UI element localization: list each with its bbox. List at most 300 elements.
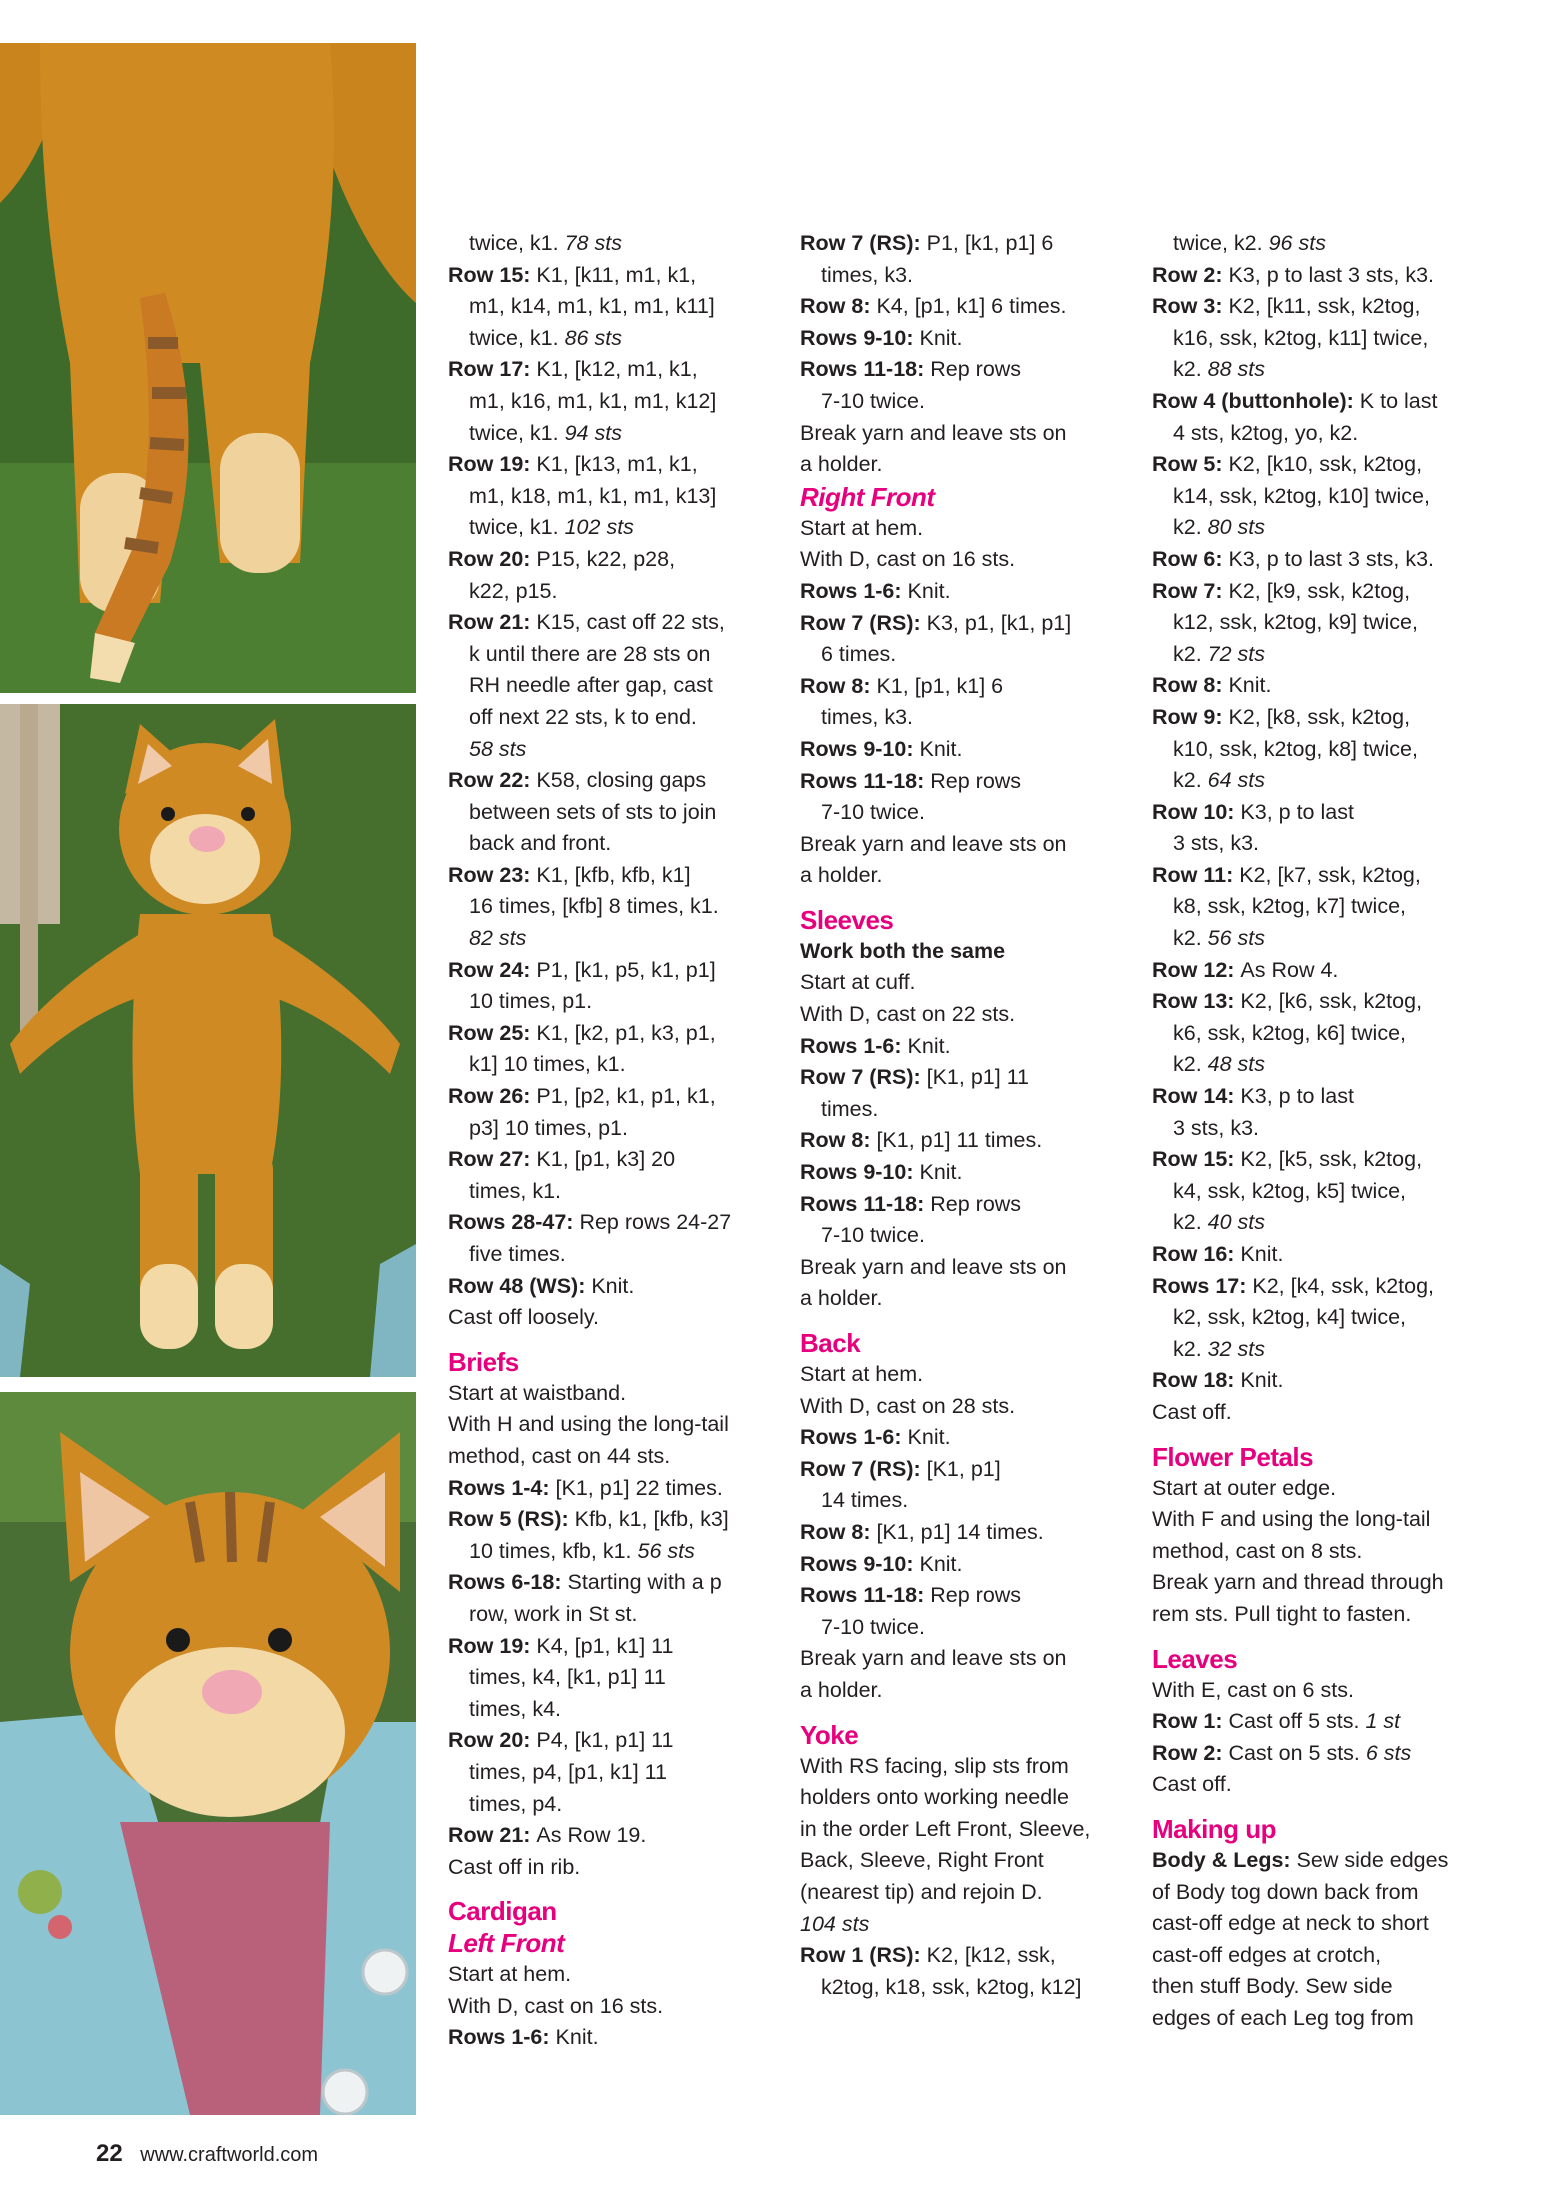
instruction-text: K1, [k12, m1, k1,	[536, 357, 698, 382]
instruction-text: Sew side edges	[1296, 1847, 1449, 1872]
instruction-text: K3, p to last	[1240, 1084, 1354, 1109]
row-label: Row 20:	[448, 1728, 537, 1753]
instruction-text: P1, [k1, p5, k1, p1]	[536, 957, 716, 982]
instruction-line	[448, 891, 778, 923]
instruction-line	[448, 1473, 778, 1505]
instruction-text: K3, p1, [k1, p1]	[926, 610, 1072, 635]
instruction-text: As Row 4.	[1240, 957, 1339, 982]
instruction-text: K2, [k6, ssk, k2tog,	[1240, 989, 1423, 1014]
instruction-text: [K1, p1] 22 times.	[555, 1475, 723, 1500]
row-label: Row 23:	[448, 862, 537, 887]
instruction-text: K2, [k11, ssk, k2tog,	[1228, 294, 1421, 319]
instruction-line	[800, 1643, 1130, 1675]
instruction-line	[1152, 891, 1482, 923]
stitch-count: 58 sts	[469, 736, 527, 761]
instruction-text: With D, cast on 28 sts.	[800, 1393, 1016, 1418]
instruction-line	[1152, 1473, 1482, 1505]
row-label: Row 27:	[448, 1147, 537, 1172]
instruction-text: twice, k2.	[1173, 231, 1269, 255]
instruction-line	[800, 386, 1130, 418]
instruction-line	[448, 1789, 778, 1821]
row-label: Row 8:	[800, 1519, 877, 1544]
row-label: Row 7 (RS):	[800, 1456, 927, 1481]
instruction-line	[448, 1694, 778, 1726]
row-label: Row 7 (RS):	[800, 1065, 927, 1090]
instruction-line	[448, 2022, 778, 2054]
instruction-text: K2, [k8, ssk, k2tog,	[1228, 704, 1411, 729]
instruction-text: Knit.	[919, 325, 963, 350]
photo-divider	[0, 693, 420, 703]
instruction-text: K1, [k2, p1, k3, p1,	[536, 1020, 716, 1045]
instruction-text: RH needle after gap, cast	[469, 673, 713, 698]
row-label: Row 12:	[1152, 957, 1241, 982]
instruction-line	[1152, 923, 1482, 955]
instruction-line	[1152, 449, 1482, 481]
instruction-line	[800, 1422, 1130, 1454]
row-label: Row 1:	[1152, 1709, 1229, 1734]
row-label: Row 4 (buttonhole):	[1152, 388, 1360, 413]
instruction-text: K1, [k13, m1, k1,	[536, 452, 698, 477]
instruction-text: K1, [p1, k3] 20	[536, 1147, 676, 1172]
instruction-text: twice, k1.	[469, 515, 565, 540]
row-label: Row 22:	[448, 768, 537, 793]
instruction-text: K to last	[1359, 388, 1438, 413]
instruction-line	[1152, 1769, 1482, 1801]
instruction-text: 7-10 twice.	[821, 800, 925, 825]
instruction-line	[800, 1940, 1130, 1972]
instruction-line	[800, 1283, 1130, 1315]
row-label: Row 2:	[1152, 262, 1229, 287]
instruction-line	[448, 607, 778, 639]
instruction-text: With F and using the long-tail	[1152, 1507, 1431, 1532]
row-label: Row 19:	[448, 452, 537, 477]
instruction-text: 7-10 twice.	[821, 1223, 925, 1248]
row-label: Row 11:	[1152, 862, 1240, 887]
instruction-line	[800, 1485, 1130, 1517]
instruction-text: Start at hem.	[800, 515, 924, 540]
instruction-line	[1152, 797, 1482, 829]
instruction-line	[800, 1909, 1130, 1941]
section-heading-flower-petals: Flower Petals	[1152, 1441, 1314, 1472]
instruction-text: Knit.	[907, 578, 951, 603]
instruction-text: Cast on 5 sts.	[1228, 1740, 1366, 1765]
instruction-line	[1152, 986, 1482, 1018]
instruction-line	[448, 923, 778, 955]
instruction-line	[800, 576, 1130, 608]
instruction-text: K2, [k4, ssk, k2tog,	[1252, 1273, 1435, 1298]
row-label: Row 6:	[1152, 546, 1229, 571]
instruction-line	[448, 354, 778, 386]
instruction-text: K3, p to last 3 sts, k3.	[1228, 262, 1434, 287]
instruction-text: m1, k14, m1, k1, m1, k11]	[469, 294, 715, 319]
instruction-line	[448, 449, 778, 481]
section-heading-right-front: Right Front	[800, 481, 935, 512]
instruction-line	[800, 999, 1130, 1031]
instruction-text: k4, ssk, k2tog, k5] twice,	[1173, 1178, 1407, 1203]
instruction-text: K2, [k5, ssk, k2tog,	[1240, 1147, 1423, 1172]
instruction-line	[800, 1972, 1130, 2004]
instruction-text: [K1, p1]	[926, 1456, 1001, 1481]
instruction-line	[800, 1751, 1130, 1783]
instruction-text: times, k1.	[469, 1178, 561, 1203]
instruction-line	[800, 323, 1130, 355]
instruction-line	[800, 1391, 1130, 1423]
instruction-text: k2.	[1173, 1210, 1208, 1235]
instruction-text: Knit.	[1228, 673, 1272, 698]
row-label: Row 21:	[448, 1823, 537, 1848]
instruction-text: times, k3.	[821, 262, 913, 287]
stitch-count: 88 sts	[1207, 357, 1266, 382]
instruction-line	[448, 1959, 778, 1991]
instruction-line	[1152, 1049, 1482, 1081]
page-footer	[96, 2140, 318, 2168]
instruction-line	[448, 1536, 778, 1568]
row-label: Row 14:	[1152, 1084, 1241, 1109]
instruction-text: Cast off loosely.	[448, 1305, 599, 1330]
instruction-line	[800, 449, 1130, 481]
instruction-line	[800, 260, 1130, 292]
instruction-line	[800, 1125, 1130, 1157]
instruction-text: times, k4, [k1, p1] 11	[469, 1665, 666, 1690]
instruction-line	[1152, 860, 1482, 892]
instruction-line	[448, 765, 778, 797]
instruction-text: [K1, p1] 11	[926, 1065, 1030, 1090]
instruction-line	[448, 670, 778, 702]
instruction-line	[448, 418, 778, 450]
row-label: Row 9:	[1152, 704, 1229, 729]
instruction-line	[448, 1504, 778, 1536]
instruction-line	[448, 1567, 778, 1599]
instruction-text: cast-off edge at neck to short	[1152, 1911, 1429, 1936]
row-label: Row 16:	[1152, 1242, 1241, 1266]
instruction-line	[1152, 1971, 1482, 2003]
instruction-line	[1152, 1176, 1482, 1208]
instruction-text: k2, ssk, k2tog, k4] twice,	[1173, 1305, 1407, 1330]
stitch-count: 72 sts	[1207, 641, 1266, 666]
instruction-line	[448, 1018, 778, 1050]
section-heading-briefs: Briefs	[448, 1346, 519, 1377]
instruction-line	[1152, 512, 1482, 544]
instruction-text: Knit.	[919, 736, 963, 761]
instruction-text: P1, [k1, p1] 6	[926, 231, 1054, 255]
instruction-text: row, work in St st.	[469, 1601, 638, 1626]
stitch-count: 102 sts	[564, 515, 634, 540]
instruction-line	[1152, 1302, 1482, 1334]
instruction-line	[1152, 1877, 1482, 1909]
instruction-text: in the order Left Front, Sleeve,	[800, 1816, 1091, 1841]
stitch-count: 104 sts	[800, 1911, 870, 1936]
row-label: Rows 6-18:	[448, 1570, 568, 1595]
instruction-text: k6, ssk, k2tog, k6] twice,	[1173, 1020, 1407, 1045]
instruction-text: K15, cast off 22 sts,	[536, 610, 725, 635]
instruction-line	[800, 671, 1130, 703]
instruction-text: Break yarn and leave sts on	[800, 1254, 1067, 1279]
instruction-text: With D, cast on 16 sts.	[448, 1993, 664, 2018]
instruction-text: k22, p15.	[469, 578, 558, 603]
instruction-text: Cast off in rib.	[448, 1854, 581, 1879]
instruction-line	[800, 936, 1130, 968]
instruction-line	[1152, 1504, 1482, 1536]
instruction-text: Cast off.	[1152, 1399, 1232, 1424]
instruction-text: k14, ssk, k2tog, k10] twice,	[1173, 483, 1430, 508]
instruction-line	[1152, 1334, 1482, 1366]
cat-legs-photo	[0, 43, 416, 693]
instruction-text: K4, [p1, k1] 6 times.	[876, 294, 1067, 319]
instruction-text: Cast off 5 sts.	[1228, 1709, 1366, 1734]
instruction-text: a holder.	[800, 1286, 883, 1311]
instruction-line	[448, 734, 778, 766]
instruction-text: With H and using the long-tail	[448, 1412, 729, 1437]
text-column-2	[800, 228, 1130, 2003]
instruction-line	[800, 702, 1130, 734]
row-label: Rows 9-10:	[800, 325, 920, 350]
stitch-count: 40 sts	[1207, 1210, 1266, 1235]
instruction-text: rem sts. Pull tight to fasten.	[1152, 1601, 1412, 1626]
section-heading-back: Back	[800, 1328, 861, 1358]
instruction-text: P1, [p2, k1, p1, k1,	[536, 1084, 716, 1109]
instruction-text: Start at waistband.	[448, 1380, 627, 1405]
instruction-text: cast-off edges at crotch,	[1152, 1942, 1382, 1967]
instruction-text: m1, k16, m1, k1, m1, k12]	[469, 388, 717, 413]
instruction-text: Rep rows	[930, 1191, 1022, 1216]
instruction-text: Back, Sleeve, Right Front	[800, 1848, 1044, 1873]
instruction-line	[800, 1359, 1130, 1391]
instruction-text: holders onto working needle	[800, 1785, 1069, 1810]
instruction-text: k16, ssk, k2tog, k11] twice,	[1173, 325, 1429, 350]
photo-divider	[0, 1377, 420, 1387]
instruction-line	[448, 702, 778, 734]
instruction-text: times, p4.	[469, 1791, 563, 1816]
instruction-line	[448, 1378, 778, 1410]
row-label: Rows 1-6:	[800, 578, 908, 603]
row-label: Rows 1-4:	[448, 1475, 556, 1500]
row-label: Rows 9-10:	[800, 1160, 920, 1185]
instruction-text: Rep rows	[930, 357, 1022, 382]
instruction-line	[1152, 354, 1482, 386]
instruction-text: k until there are 28 sts on	[469, 641, 711, 666]
instruction-line	[1152, 1207, 1482, 1239]
instruction-line	[448, 260, 778, 292]
row-label: Row 7 (RS):	[800, 610, 927, 635]
row-label: Row 15:	[1152, 1147, 1241, 1172]
instruction-line	[800, 734, 1130, 766]
row-label: Rows 11-18:	[800, 768, 931, 793]
instruction-text: times, k3.	[821, 705, 913, 730]
row-label: Row 15:	[448, 262, 537, 287]
instruction-line	[800, 766, 1130, 798]
instruction-line	[448, 481, 778, 513]
row-label: Row 19:	[448, 1633, 537, 1658]
instruction-text: Break yarn and thread through	[1152, 1570, 1444, 1595]
instruction-text: Break yarn and leave sts on	[800, 1646, 1067, 1671]
instruction-line	[448, 955, 778, 987]
instruction-text: Starting with a p	[567, 1570, 722, 1595]
row-label: Rows 1-6:	[800, 1425, 908, 1450]
instruction-text: K1, [p1, k1] 6	[876, 673, 1004, 698]
instruction-text: Knit.	[591, 1273, 635, 1298]
instruction-line	[800, 1062, 1130, 1094]
instruction-text: edges of each Leg tog from	[1152, 2005, 1414, 2030]
instruction-text: off next 22 sts, k to end.	[469, 704, 697, 729]
instruction-line	[448, 1599, 778, 1631]
instruction-line	[1152, 702, 1482, 734]
row-label: Rows 1-6:	[800, 1033, 908, 1058]
stitch-count: 78 sts	[564, 231, 622, 255]
row-label: Rows 9-10:	[800, 1551, 920, 1576]
instruction-line	[800, 967, 1130, 999]
stitch-count: 86 sts	[564, 325, 622, 350]
stitch-count: 6 sts	[1365, 1740, 1412, 1765]
row-label: Work both the same	[800, 938, 1006, 963]
instruction-text: K2, [k12, ssk,	[926, 1943, 1056, 1968]
row-label: Rows 17:	[1152, 1273, 1253, 1298]
row-label: Row 7 (RS):	[800, 231, 927, 255]
instruction-text: K2, [k10, ssk, k2tog,	[1228, 452, 1423, 477]
section-heading-cardigan: Cardigan	[448, 1896, 557, 1927]
text-column-3	[1152, 228, 1482, 2034]
row-label: Row 13:	[1152, 989, 1241, 1014]
instruction-line	[800, 1094, 1130, 1126]
instruction-line	[448, 323, 778, 355]
instruction-line	[800, 513, 1130, 545]
instruction-text: Start at cuff.	[800, 970, 916, 995]
instruction-line	[1152, 1675, 1482, 1707]
instruction-text: Knit.	[919, 1160, 963, 1185]
instruction-text: Rep rows	[930, 768, 1022, 793]
instruction-text: Knit.	[1240, 1242, 1284, 1266]
instruction-text: K1, [k11, m1, k1,	[536, 262, 697, 287]
stitch-count: 56 sts	[637, 1538, 695, 1563]
instruction-text: Rep rows	[930, 1583, 1022, 1608]
stitch-count: 32 sts	[1207, 1336, 1266, 1361]
instruction-line	[448, 544, 778, 576]
instruction-line	[1152, 828, 1482, 860]
instruction-text: K3, p to last	[1240, 799, 1354, 824]
instruction-text: With E, cast on 6 sts.	[1152, 1677, 1354, 1702]
instruction-text: k10, ssk, k2tog, k8] twice,	[1173, 736, 1418, 761]
instruction-text: Knit.	[907, 1033, 951, 1058]
instruction-text: Rep rows 24-27	[579, 1210, 732, 1235]
instruction-text: P15, k22, p28,	[536, 546, 676, 571]
instruction-text: k2.	[1173, 926, 1208, 951]
stitch-count: 56 sts	[1207, 926, 1266, 951]
instruction-text: 7-10 twice.	[821, 388, 925, 413]
section-heading-sleeves: Sleeves	[800, 904, 894, 935]
instruction-line	[448, 1207, 778, 1239]
instruction-text: K2, [k9, ssk, k2tog,	[1228, 578, 1411, 603]
instruction-line	[800, 608, 1130, 640]
instruction-text: P4, [k1, p1] 11	[536, 1728, 674, 1753]
stitch-count: 1 st	[1365, 1709, 1401, 1734]
instruction-text: Start at hem.	[448, 1962, 572, 1987]
instruction-text: 7-10 twice.	[821, 1614, 925, 1639]
instruction-text: five times.	[469, 1242, 566, 1266]
instruction-text: Knit.	[919, 1551, 963, 1576]
instruction-text: times.	[821, 1096, 879, 1121]
page-number: 22	[96, 2140, 123, 2167]
instruction-text: Start at outer edge.	[1152, 1475, 1337, 1500]
instruction-line	[448, 1725, 778, 1757]
row-label: Row 3:	[1152, 294, 1229, 319]
cat-face-cardigan-photo	[0, 1392, 416, 2115]
instruction-text: K3, p to last 3 sts, k3.	[1228, 546, 1434, 571]
row-label: Row 25:	[448, 1020, 537, 1045]
instruction-text: a holder.	[800, 1677, 883, 1702]
row-label: Rows 28-47:	[448, 1210, 580, 1235]
instruction-line	[1152, 1738, 1482, 1770]
stitch-count: 64 sts	[1207, 768, 1266, 793]
instruction-text: k2.	[1173, 641, 1208, 666]
instruction-line	[1152, 1113, 1482, 1145]
instruction-line	[448, 1144, 778, 1176]
instruction-line	[800, 797, 1130, 829]
instruction-text: K1, [kfb, kfb, k1]	[536, 862, 691, 887]
instruction-line	[800, 291, 1130, 323]
instruction-line	[1152, 228, 1482, 260]
instruction-text: 3 sts, k3.	[1173, 831, 1260, 856]
instruction-line	[800, 1845, 1130, 1877]
instruction-line	[448, 1239, 778, 1271]
instruction-line	[448, 576, 778, 608]
instruction-text: of Body tog down back from	[1152, 1879, 1419, 1904]
instruction-line	[448, 1409, 778, 1441]
instruction-text: With D, cast on 22 sts.	[800, 1002, 1016, 1027]
instruction-text: Knit.	[555, 2025, 599, 2050]
instruction-line	[448, 228, 778, 260]
instruction-line	[448, 1302, 778, 1334]
instruction-line	[800, 1189, 1130, 1221]
row-label: Row 1 (RS):	[800, 1943, 927, 1968]
row-label: Rows 1-6:	[448, 2025, 556, 2050]
instruction-line	[800, 1220, 1130, 1252]
row-label: Row 5 (RS):	[448, 1507, 575, 1532]
instruction-line	[800, 228, 1130, 260]
instruction-text: Kfb, k1, [kfb, k3]	[574, 1507, 729, 1532]
instruction-text: [K1, p1] 14 times.	[876, 1519, 1044, 1544]
instruction-line	[448, 1991, 778, 2023]
instruction-text: 6 times.	[821, 642, 897, 667]
instruction-line	[1152, 1397, 1482, 1429]
instruction-text: k2.	[1173, 1336, 1208, 1361]
section-heading-left-front: Left Front	[448, 1928, 565, 1959]
instruction-line	[800, 1612, 1130, 1644]
instruction-line	[800, 1454, 1130, 1486]
instruction-line	[800, 829, 1130, 861]
instruction-line	[448, 1441, 778, 1473]
instruction-line	[448, 639, 778, 671]
instruction-line	[1152, 734, 1482, 766]
section-heading-yoke: Yoke	[800, 1719, 859, 1750]
instruction-line	[800, 1517, 1130, 1549]
instruction-line	[1152, 1144, 1482, 1176]
instruction-line	[1152, 1908, 1482, 1940]
instruction-line	[448, 797, 778, 829]
instruction-line	[448, 386, 778, 418]
row-label: Rows 11-18:	[800, 1191, 931, 1216]
instruction-text: twice, k1.	[469, 325, 565, 350]
instruction-text: back and front.	[469, 831, 612, 856]
instruction-line	[1152, 576, 1482, 608]
instruction-line	[448, 1081, 778, 1113]
photo-strip	[0, 43, 416, 2115]
instruction-text: k8, ssk, k2tog, k7] twice,	[1173, 894, 1407, 919]
instruction-text: k2.	[1173, 1052, 1208, 1077]
instruction-text: 3 sts, k3.	[1173, 1115, 1260, 1140]
row-label: Row 18:	[1152, 1368, 1241, 1393]
instruction-text: 10 times, kfb, k1.	[469, 1538, 638, 1563]
row-label: Rows 9-10:	[800, 736, 920, 761]
instruction-line	[448, 828, 778, 860]
